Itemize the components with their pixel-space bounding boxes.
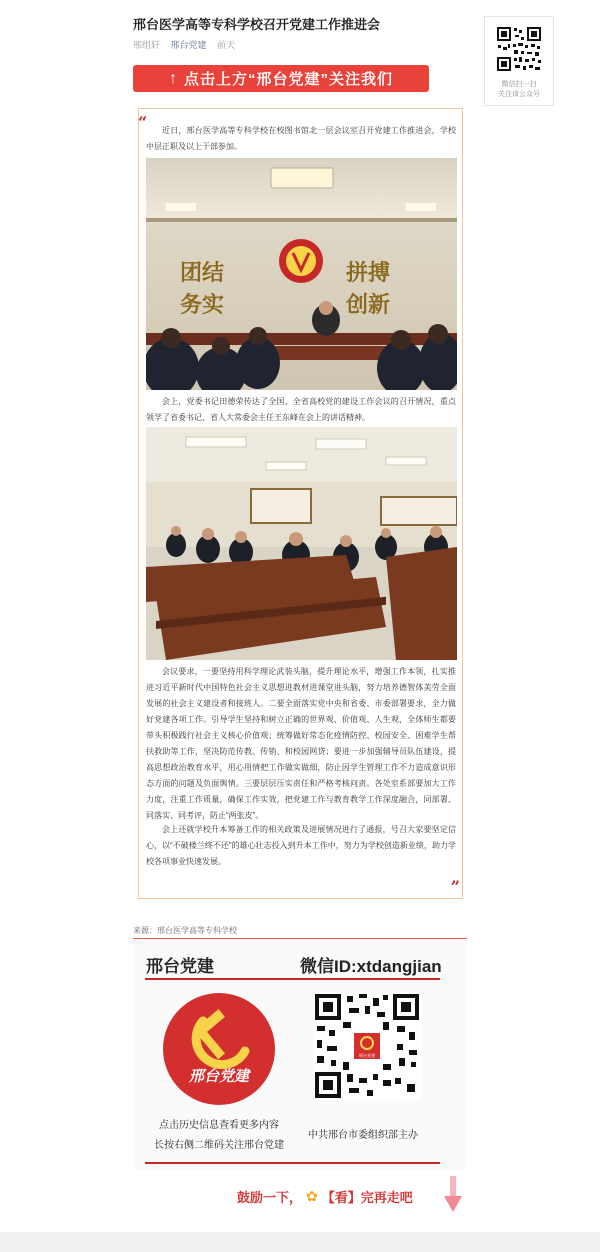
account-name-link[interactable]: 邢台党建 <box>170 40 207 50</box>
down-arrow-icon <box>444 1176 462 1214</box>
article-source: 来源：邢台医学高等专科学校 <box>133 926 237 935</box>
follow-qr-panel <box>484 16 554 106</box>
encourage-text-b: 【看】完再走吧 <box>321 1190 413 1205</box>
promo-organizer: 中共邢台市委组织部主办 <box>308 1130 418 1141</box>
promo-bottom-rule <box>145 1162 440 1164</box>
encourage-read-prompt <box>237 1187 413 1206</box>
wall-slogan-2: 拼搏 <box>346 260 391 286</box>
meeting-hall-image <box>146 158 457 390</box>
quote-close-icon: ” <box>450 877 460 896</box>
follow-banner[interactable] <box>133 65 429 92</box>
follow-banner-text: 点击上方“邢台党建”关注我们 <box>183 71 393 88</box>
wall-slogan-4: 创新 <box>346 292 391 318</box>
party-emblem-logo <box>163 993 275 1105</box>
article-title: 邢台医学高等专科学校召开党建工作推进会 <box>133 17 381 32</box>
paragraph-3: 会议要求，一要坚持用科学理论武装头脑，提升理论水平，增强工作本领，扎实推进习近平新时代中国特色社会主义思想进教材进课堂进头脑，努力培养德智体美劳全面发展的社会主义建设者和接班人。二要全面落实党中央和省委、市委部署要求，全力做好党建各项工作。引导学生坚持和树立正确的世界观、价值观、人生观，全体师生都要带头积极践行社会主义核心价值观；统筹做好常态化疫情防控、校园安全、困难学生帮扶救助等工作，坚决防范传教、传销、和校园网贷；要进一步加强辅导员队伍建设，提高思想政治教育水平，用心用情把工作做实做细，防止因学生管理工作不力造成意识形态方面的问题及负面舆情。三要层层压实责任和严格考核问责。各处室系部要加大工作力度，注重工作质量，确保工作实效，把党建工作与教育教学工作深度融合，同部署、同落实、同考评，防止“两张皮”。 <box>146 667 456 820</box>
encourage-text-a: 鼓励一下， <box>237 1190 303 1205</box>
qr-code-icon[interactable] <box>495 25 543 73</box>
qr-logo-text: 邢台党建 <box>359 1053 375 1058</box>
promo-account-name: 邢台党建 <box>146 957 214 976</box>
meeting-photo-2[interactable] <box>146 427 457 660</box>
flower-icon: ✿ <box>306 1188 318 1204</box>
promo-tip-2: 长按右侧二维码关注邢台党建 <box>154 1140 284 1151</box>
attendees-image <box>146 427 457 660</box>
promo-wechat-id: 微信ID:xtdangjian <box>300 957 442 976</box>
account-promo-card <box>133 940 467 1170</box>
divider <box>133 938 467 939</box>
hammer-sickle-icon <box>163 993 275 1105</box>
promo-tip-1: 点击历史信息查看更多内容 <box>159 1120 279 1131</box>
bottom-bar <box>0 1232 600 1252</box>
quote-open-icon: “ <box>138 113 148 132</box>
qr-caption-line1: 微信扫一扫 <box>501 81 537 88</box>
paragraph-1: 近日，邢台医学高等专科学校在校图书馆北一层会议室召开党建工作推进会，学校中层正职及以上干部参加。 <box>146 126 456 151</box>
meeting-photo-1[interactable] <box>146 158 457 390</box>
wall-slogan-3: 务实 <box>180 292 225 318</box>
qr-caption-line2: 关注该公众号 <box>498 91 540 98</box>
publish-date: 前天 <box>217 40 236 50</box>
wall-slogan-1: 团结 <box>180 260 225 286</box>
promo-qr-code[interactable] <box>313 992 421 1100</box>
article-meta <box>133 38 243 51</box>
paragraph-4: 会上还就学校升本筹备工作的相关政策及进展情况进行了通报，号召大家要坚定信心，以“不破楼兰终不还”的雄心壮志投入到升本工作中，努力为学校创造新业绩，助力学校各项事业快速发展。 <box>146 825 456 866</box>
promo-top-rule <box>145 978 440 980</box>
paragraph-2: 会上，党委书记田德荣传达了全国、全省高校党的建设工作会议的召开情况，重点领学了省委书记、省人大常委会主任王东峰在会上的讲话精神。 <box>146 397 456 422</box>
article-body <box>138 108 463 899</box>
qr-code-icon <box>313 992 421 1100</box>
article-author: 邢组轩 <box>133 40 161 50</box>
emblem-text: 邢台党建 <box>188 1068 249 1085</box>
arrow-up-icon: ↑ <box>168 69 178 87</box>
